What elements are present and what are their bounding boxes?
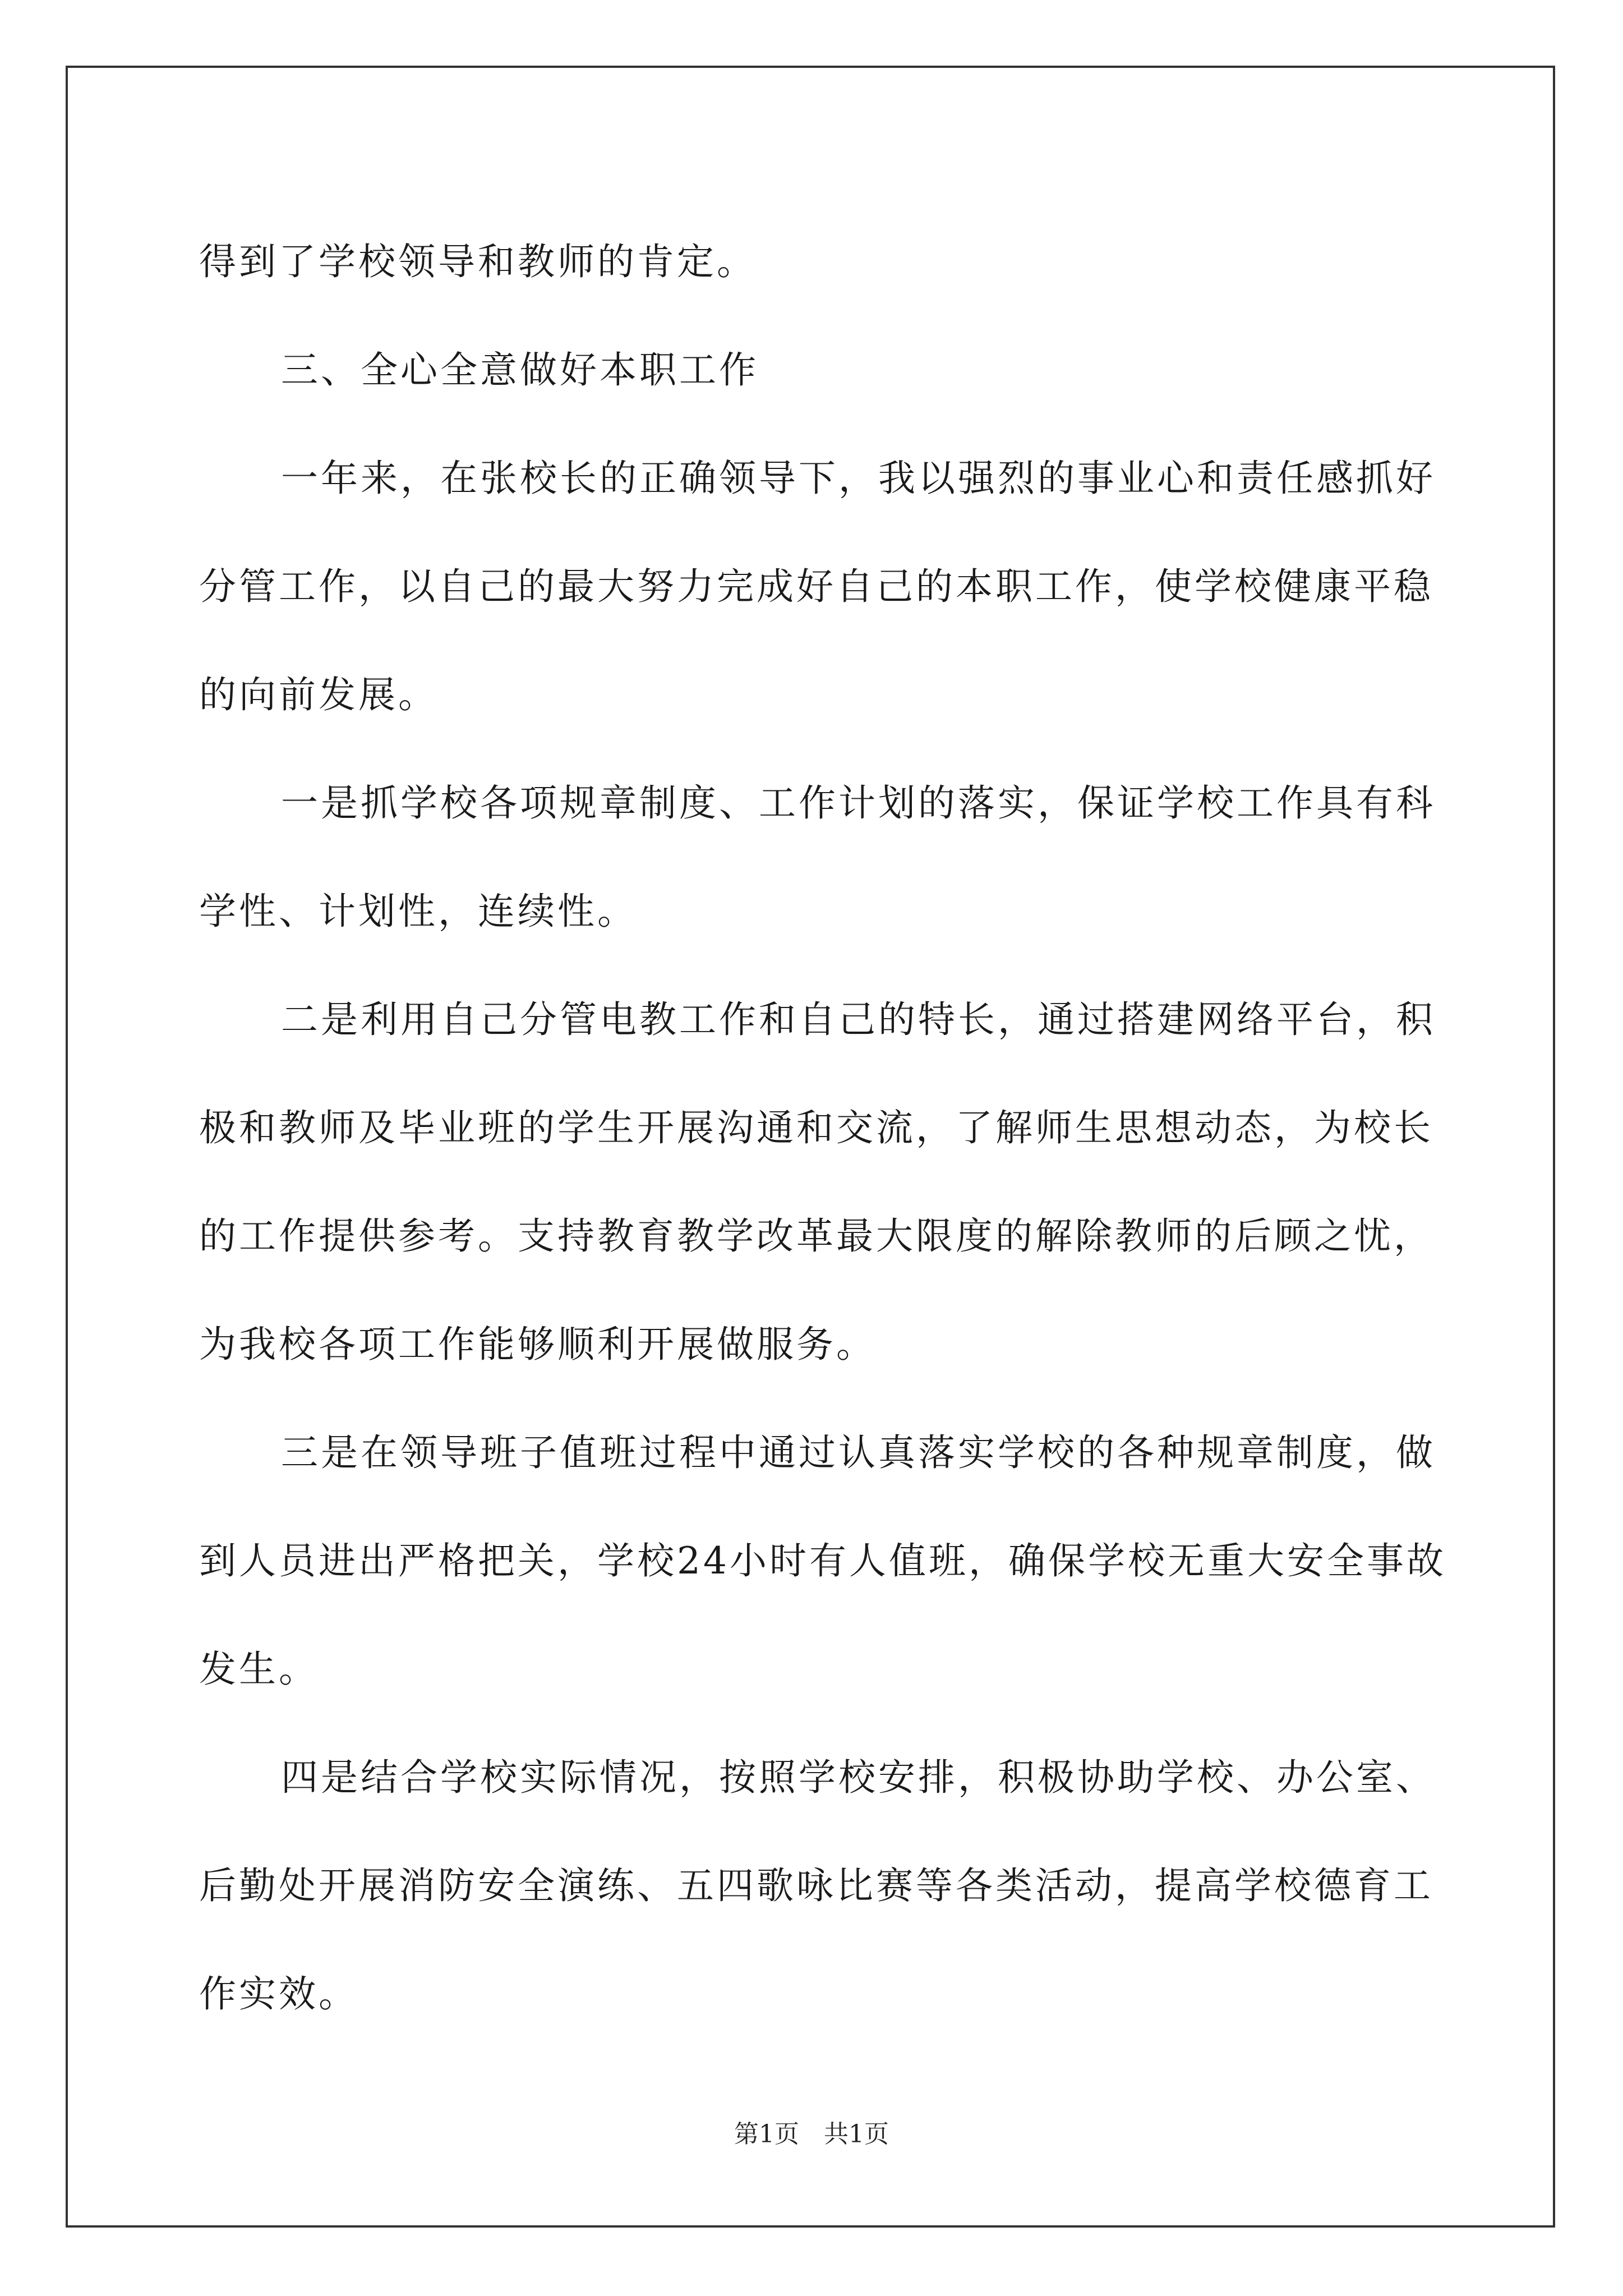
paragraph: 一年来，在张校长的正确领导下，我以强烈的事业心和责任感抓好分管工作，以自己的最大努力完成好自己的本职工作，使学校健康平稳的向前发展。 <box>199 457 1436 716</box>
section-heading: 三、全心全意做好本职工作 <box>281 348 759 392</box>
paragraph: 三是在领导班子值班过程中通过认真落实学校的各种规章制度，做到人员进出严格把关，学校24小时有人值班，确保学校无重大安全事故发生。 <box>199 1431 1446 1691</box>
paragraph: 一是抓学校各项规章制度、工作计划的落实，保证学校工作具有科学性、计划性，连续性。 <box>199 781 1436 933</box>
paragraph: 四是结合学校实际情况，按照学校安排，积极协助学校、办公室、后勤处开展消防安全演练、五四歌咏比赛等各类活动，提高学校德育工作实效。 <box>199 1756 1436 2016</box>
paragraph-continuation: 得到了学校领导和教师的肯定。 <box>199 240 757 283</box>
paragraph: 二是利用自己分管电教工作和自己的特长，通过搭建网络平台，积极和教师及毕业班的学生开展沟通和交流，了解师生思想动态，为校长的工作提供参考。支持教育教学改革最大限度的解除教师的后顾之忧，为我校各项工作能够顺利开展做服务。 <box>199 998 1436 1366</box>
document-body <box>199 208 1455 2048</box>
page-footer: 第1页 共1页 <box>734 2120 889 2148</box>
